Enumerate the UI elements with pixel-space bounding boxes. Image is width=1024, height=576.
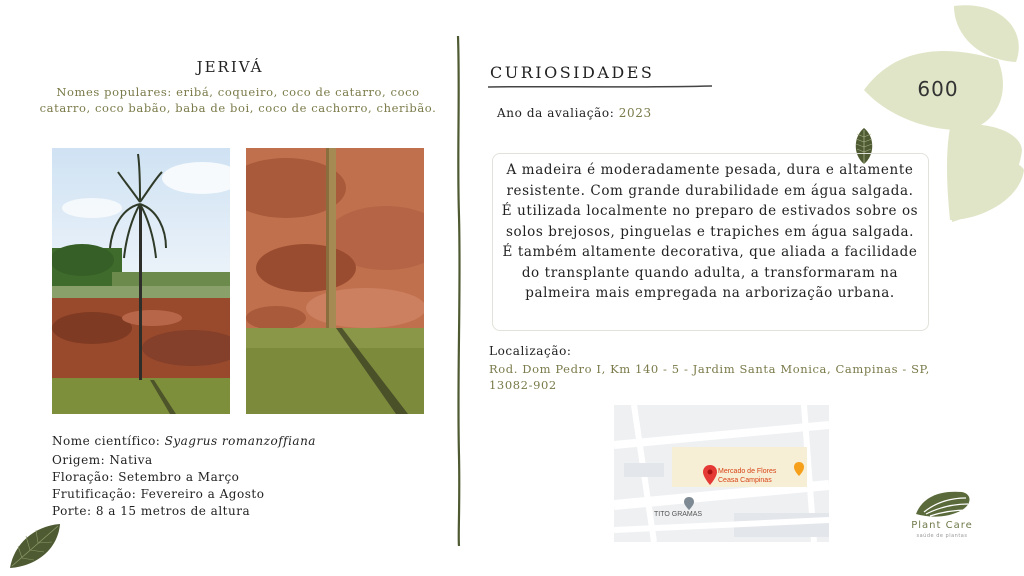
location-label: Localização: [489, 344, 572, 358]
title-underline [488, 84, 712, 90]
location-map[interactable] [614, 405, 829, 542]
plant-specs [52, 433, 316, 520]
vertical-divider [452, 36, 466, 546]
fruiting: Frutificação: Fevereiro a Agosto [52, 487, 265, 501]
plant-care-logo [912, 488, 996, 520]
scientific-name-row [52, 433, 316, 450]
popular-names: Nomes populares: eribá, coqueiro, coco de catarro, coco catarro, coco babão, baba de boi, coco de cachorro, cheribão. [39, 85, 437, 115]
flowering: Floração: Setembro a Março [52, 470, 240, 484]
map-poi-icon [794, 462, 804, 476]
scientific-label: Nome científico: [52, 434, 165, 448]
curiosities-text: A madeira é moderadamente pesada, dura e altamente resistente. Com grande durabilidade em água salgada. É utilizada localmente no preparo de estivados sobre os solos brejosos, pinguelas e trapiches em água salgada. É também altamente decorativa, que aliada a facilidade do transplante quando adulta, a transformaram na palmeira mais empregada na arborização urbana. [501, 162, 919, 301]
map-pin-icon[interactable] [703, 465, 717, 485]
map-poi-label: TITO GRAMAS [654, 511, 703, 518]
year-value: 2023 [618, 106, 652, 120]
curiosities-title: CURIOSIDADES [490, 63, 655, 82]
size: Porte: 8 a 15 metros de altura [52, 504, 251, 518]
bottom-left-leaf-icon [8, 522, 62, 570]
brand-name: Plant Care [911, 520, 973, 531]
year-label: Ano da avaliação: [497, 106, 619, 120]
palm-tree-photo [52, 148, 230, 414]
origin: Origem: Nativa [52, 453, 153, 467]
scientific-name: Syagrus romanzoffiana [164, 434, 316, 448]
location-address: Rod. Dom Pedro I, Km 140 - 5 - Jardim Santa Monica, Campinas - SP, 13082-902 [489, 362, 930, 392]
plant-name: JERIVÁ [196, 58, 264, 76]
soil-post-photo [246, 148, 424, 414]
brand-tagline: saúde de plantas [916, 533, 968, 539]
evaluation-year [497, 106, 652, 120]
map-place-label: Mercado de Flores Ceasa Campinas [718, 468, 777, 484]
badge-number: 600 [917, 77, 959, 101]
map-poi-pin-icon [684, 497, 694, 510]
